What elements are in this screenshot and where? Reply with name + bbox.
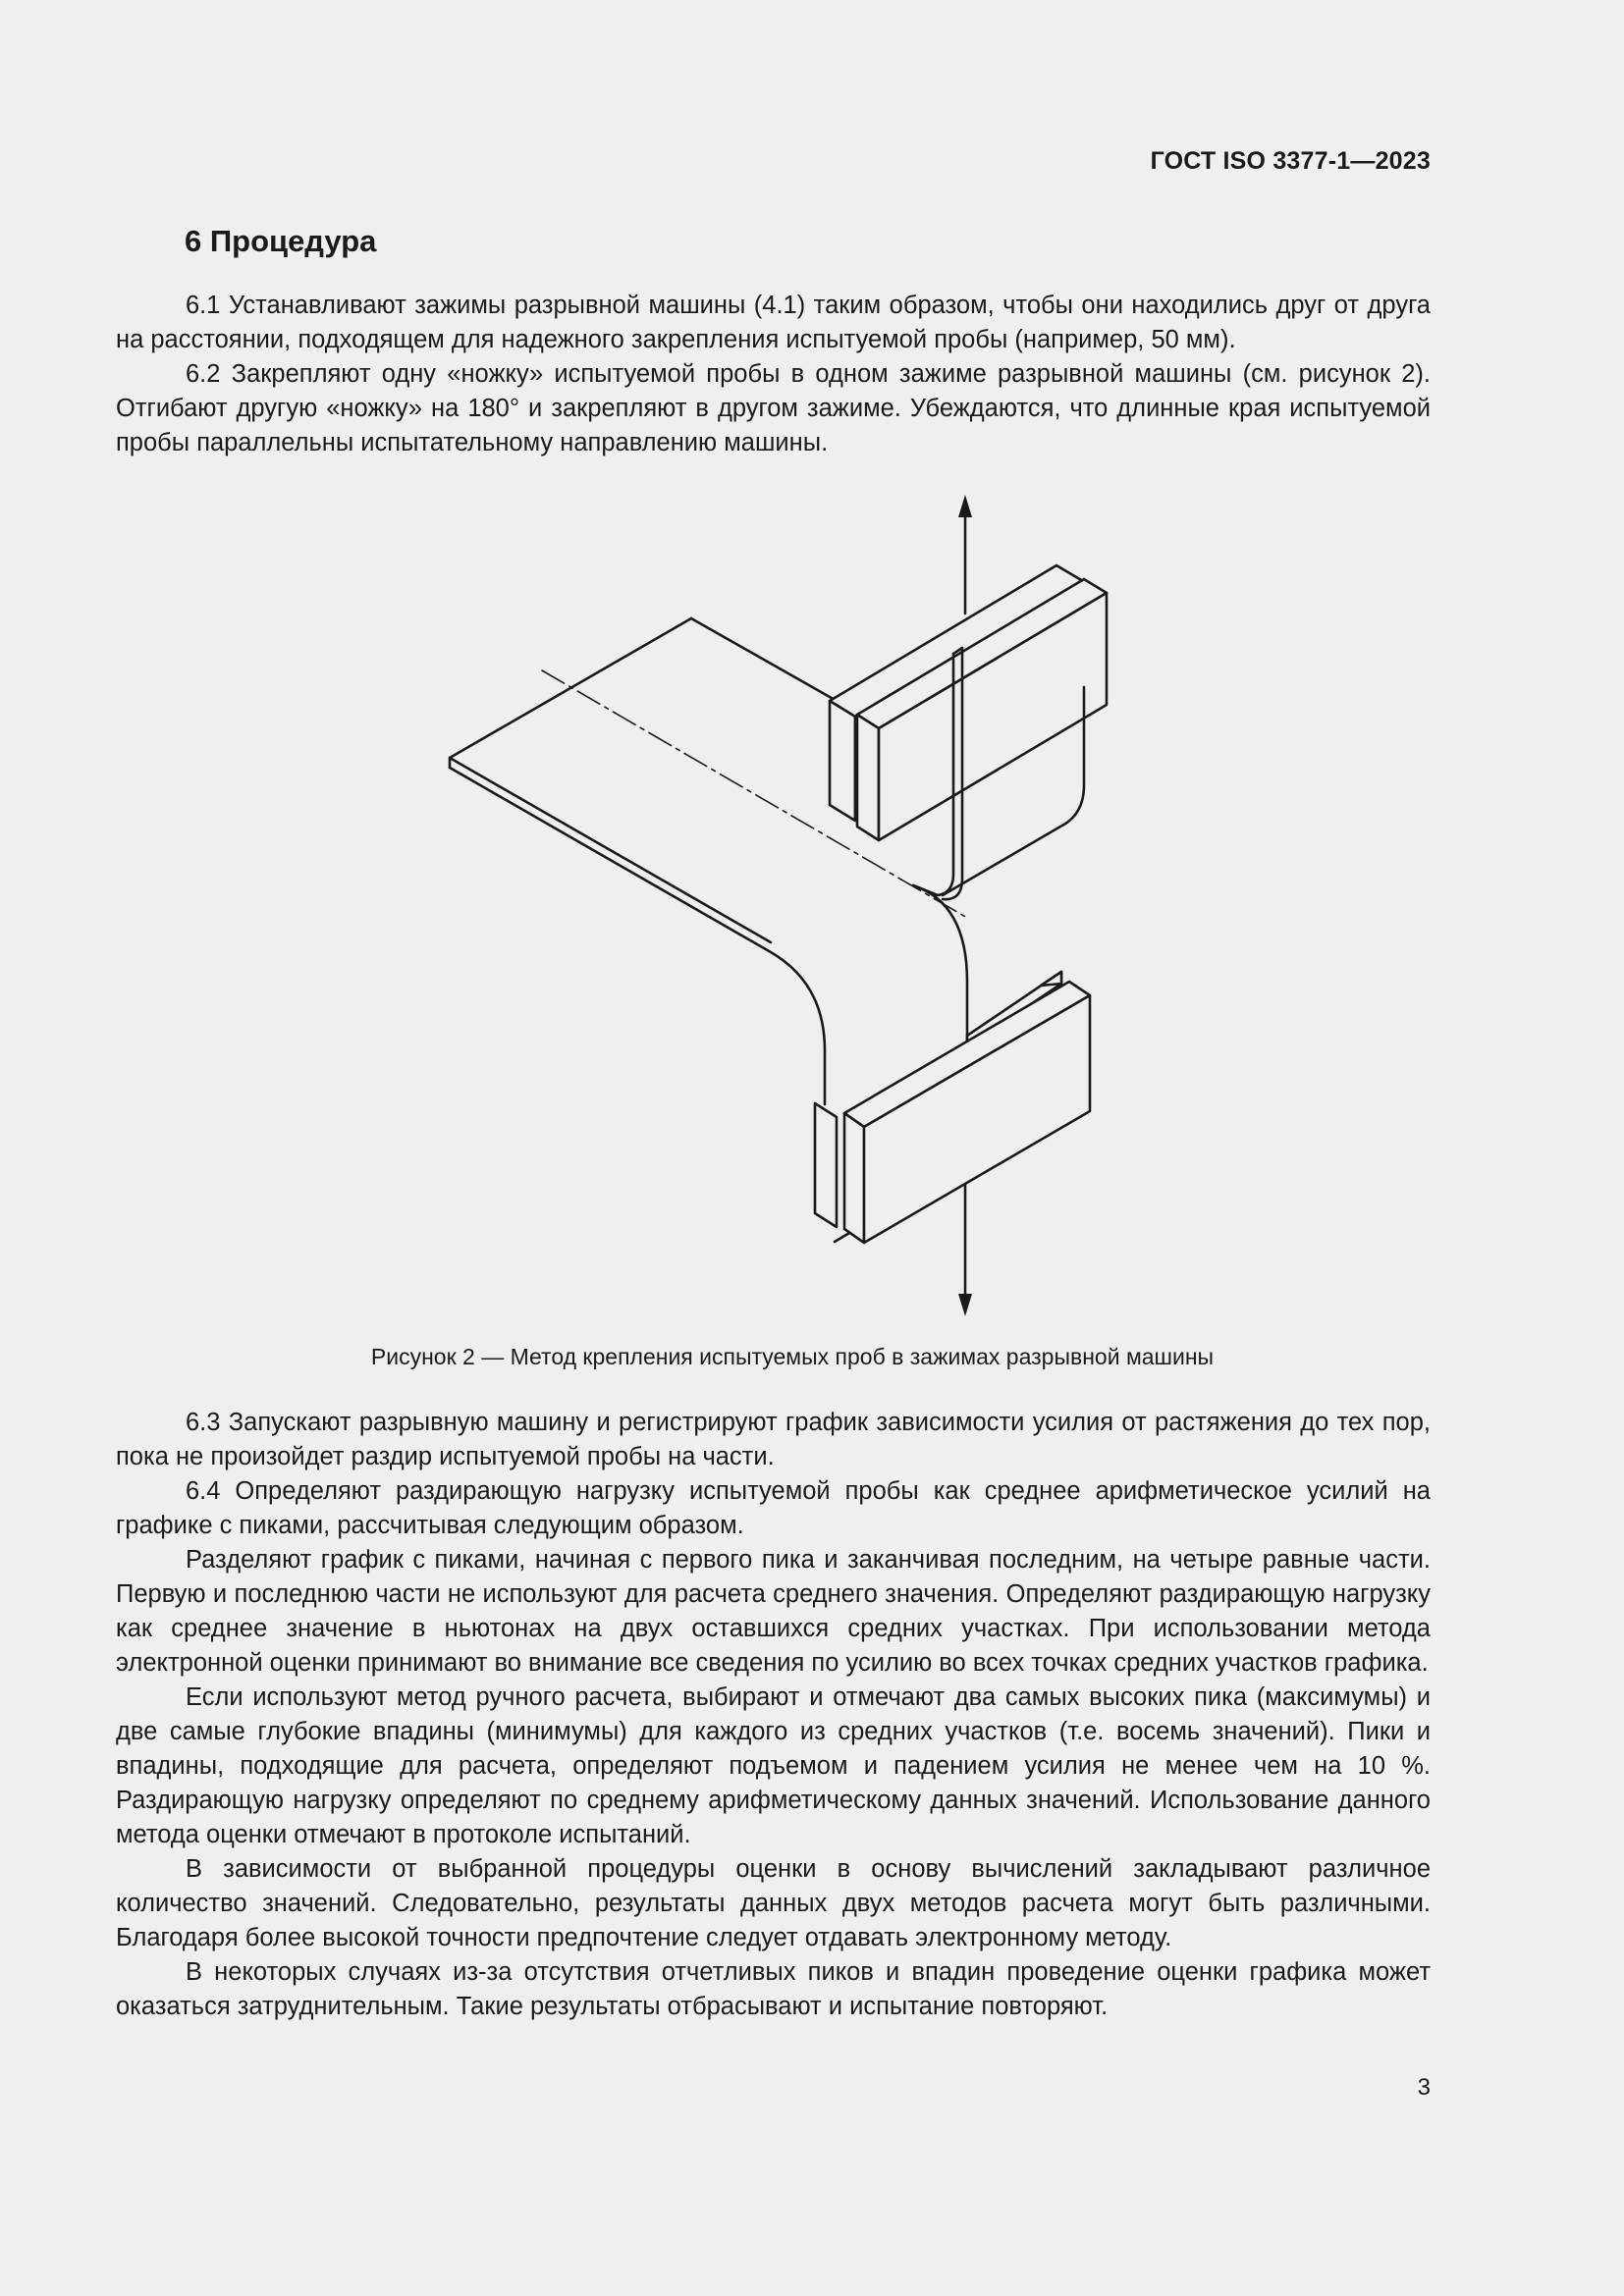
text-block-top [116,289,1431,460]
figure-2-specimen-clamping [412,481,1139,1335]
text-block-bottom [116,1406,1431,2024]
specimen-horizontal-leg [450,618,837,1104]
arrow-down-icon [958,1294,972,1316]
section-title: 6 Процедура [185,224,377,258]
figure-caption: Рисунок 2 — Метод крепления испытуемых проб в зажимах разрывной машины [370,1344,1215,1369]
upper-clamp [830,565,1107,840]
paragraph-division: Разделяют график с пиками, начиная с первого пика и заканчивая последним, на четыре равные части. Первую и последнюю части не используют для расчета среднего значения. Определяют раздирающую нагрузку как среднее значение в ньютонах на двух оставшихся средних участках. При использовании метода электронной оценки принимают во внимание все сведения по усилию во всех точках средних участков графика. [116,1546,1431,1677]
lower-clamp [815,972,1090,1243]
paragraph-unclear-results: В некоторых случаях из-за отсутствия отчетливых пиков и впадин проведение оценки графика может оказаться затруднительным. Такие результаты отбрасывают и испытание повторяют. [116,1958,1431,2020]
paragraph-procedure-choice: В зависимости от выбранной процедуры оценки в основу вычислений закладывают различное количество значений. Следовательно, результаты данных двух методов расчета могут быть различными. Благодаря более высокой точности предпочтение следует отдавать электронному методу. [116,1855,1431,1951]
page-number: 3 [1417,2074,1431,2101]
paragraph-6-1: 6.1 Устанавливают зажимы разрывной машины (4.1) таким образом, чтобы они находились друг от друга на расстоянии, подходящем для надежного закрепления испытуемой пробы (например, 50 мм). [116,292,1431,353]
arrow-up-icon [958,495,972,517]
paragraph-6-3: 6.3 Запускают разрывную машину и регистрируют график зависимости усилия от растяжения до тех пор, пока не произойдет раздир испытуемой пробы на части. [116,1409,1431,1470]
document-code: ГОСТ ISO 3377-1—2023 [1150,147,1431,175]
paragraph-6-4: 6.4 Определяют раздирающую нагрузку испытуемой пробы как среднее арифметическое усилий на графике с пиками, рассчитывая следующим образом. [116,1477,1431,1539]
paragraph-6-2: 6.2 Закрепляют одну «ножку» испытуемой пробы в одном зажиме разрывной машины (см. рисунок 2). Отгибают другую «ножку» на 180° и закрепляют в другом зажиме. Убеждаются, что длинные края испытуемой пробы параллельны испытательному направлению машины. [116,360,1431,456]
paragraph-manual-method: Если используют метод ручного расчета, выбирают и отмечают два самых высоких пика (максимумы) и две самые глубокие впадины (минимумы) для каждого из средних участков (т.е. восемь значений). Пики и впадины, подходящие для расчета, определяют подъемом и падением усилия не менее чем на 10 %. Раздирающую нагрузку определяют по среднему арифметическому данных значений. Использование данного метода оценки отмечают в протоколе испытаний. [116,1683,1431,1848]
figure-2-drawing [412,481,1139,1335]
